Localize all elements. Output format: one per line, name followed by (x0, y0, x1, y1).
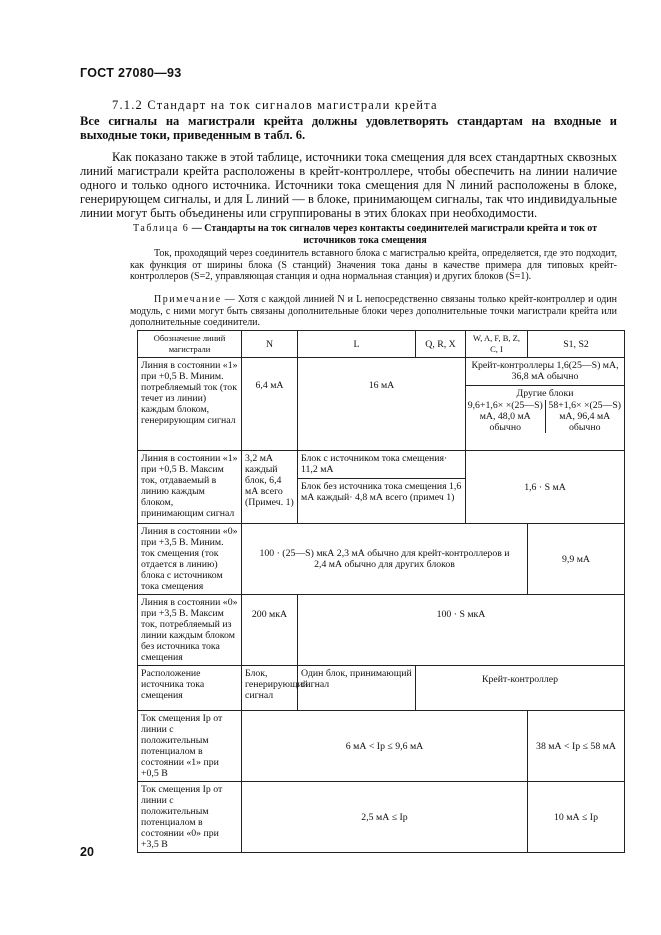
header-wafb: W, A, F, B, Z, C, I (466, 331, 528, 358)
row1-desc: Линия в состоянии «1» при +0,5 В. Миним. потребляемый ток (ток течет из линии) каждым блоком, генерирующим сигнал (138, 358, 242, 451)
row2-l-bottom: Блок без источника тока смещения 1,6 мА каждый· 4,8 мА всего (примеч 1) (298, 478, 465, 503)
footnote-label: Примечание (154, 294, 222, 305)
header-line-designation: Обозначение линий магистрали (138, 331, 242, 358)
row1-other-blocks: Другие блоки (466, 385, 624, 399)
row3-desc: Линия в состоянии «0» при +3,5 В. Миним. ток смещения (ток отдается в линию) блока с источником тока смещения (138, 524, 242, 595)
bold-requirement: Все сигналы на магистрали крейта должны удовлетворять стандартам на входные и выходные токи, приведенным в табл. 6. (80, 114, 617, 142)
current-standards-table (137, 330, 625, 853)
row7-s1s2: 10 мА ≤ Iр (528, 782, 625, 853)
row3-mid: 100 · (25—S) мкА 2,3 мА обычно для крейт-контроллеров и 2,4 мА обычно для других блоков (242, 524, 528, 595)
row1-wafb-s1s2 (466, 358, 625, 451)
row1-crate-controllers: Крейт-контроллеры 1,6(25—S) мА, 36,8 мА обычно (471, 360, 619, 382)
header-l: L (298, 331, 416, 358)
table-row (138, 451, 625, 524)
row1-other-left: 9,6+1,6× ×(25—S) мА, 48,0 мА обычно (467, 400, 543, 433)
row6-mid: 6 мА < Iр ≤ 9,6 мА (242, 711, 528, 782)
table-row (138, 782, 625, 853)
row2-l (298, 451, 466, 524)
table-row (138, 524, 625, 595)
table-caption (130, 223, 600, 247)
table-caption-text: — Стандарты на ток сигналов через контакты соединителей магистрали крейта и ток от источников тока смещения (189, 223, 597, 246)
row6-desc: Ток смещения Iр от линии с положительным потенциалом в состоянии «1» при +0,5 В (138, 711, 242, 782)
section-title: 7.1.2 Стандарт на ток сигналов магистрали крейта (112, 98, 438, 112)
row2-n: 3,2 мА каждый блок, 6,4 мА всего (Примеч. 1) (242, 451, 298, 524)
body-paragraph: Как показано также в этой таблице, источники тока смещения для всех стандартных сквозных линий магистрали крейта расположены в крейт-контроллере, чтобы обеспечить на линии наличие одного и только одного источника. Источники тока смещения для N линий расположены в блоке, генерирующем сигналы, и для L линий — в блоке, принимающем сигналы, так что индивидуальные линии могут быть объединены или сгруппированы в этих блоках при необходимости. (80, 150, 617, 220)
row5-rest: Крейт-контроллер (416, 666, 625, 711)
header-s1s2: S1, S2 (528, 331, 625, 358)
document-header: ГОСТ 27080—93 (80, 66, 182, 80)
row7-desc: Ток смещения Iр от линии с положительным потенциалом в состоянии «0» при +3,5 В (138, 782, 242, 853)
page-number: 20 (80, 845, 94, 859)
header-qrx: Q, R, X (416, 331, 466, 358)
row3-s1s2: 9,9 мА (528, 524, 625, 595)
row2-l-top: Блок с источником тока смещения· 11,2 мА (301, 453, 448, 475)
row5-desc: Расположение источника тока смещения (138, 666, 242, 711)
row1-other-right: 58+1,6× ×(25—S) мА, 96,4 мА обычно (545, 400, 625, 433)
table-row (138, 711, 625, 782)
table-row (138, 595, 625, 666)
footnote-text: — Хотя с каждой линией N и L непосредственно связаны только крейт-контроллер и один модуль, с ними могут быть связаны дополнительные блоки через дополнительные точки магистрали крейта или дополнительные соединители. (130, 294, 617, 328)
table-header-row (138, 331, 625, 358)
row4-n: 200 мкА (242, 595, 298, 666)
row4-desc: Линия в состоянии «0» при +3,5 В. Максим ток, потребляемый из линии каждым блоком без источника тока смещения (138, 595, 242, 666)
row2-rest: 1,6 · S мА (466, 451, 625, 524)
header-n: N (242, 331, 298, 358)
row1-l-qrx: 16 мА (298, 358, 466, 451)
row5-l: Один блок, принимающий сигнал (298, 666, 416, 711)
table-intro-note: Ток, проходящий через соединитель вставного блока с магистралью крейта, определяется, где это подходит, как функция от ширины блока (S станций) Значения тока даны в качестве примера для типовых крейт-контроллеров (S=2, управляющая станция и одна нормальная станция) и других блоков (S=1). (130, 248, 617, 282)
table-row (138, 666, 625, 711)
row5-n: Блок, генерирующий сигнал (242, 666, 298, 711)
table-row (138, 358, 625, 451)
row6-s1s2: 38 мА < Iр ≤ 58 мА (528, 711, 625, 782)
row1-other-split (466, 400, 624, 433)
row4-rest: 100 · S мкА (298, 595, 625, 666)
row7-mid: 2,5 мА ≤ Iр (242, 782, 528, 853)
table-caption-label: Таблица 6 (133, 223, 190, 234)
row1-n: 6,4 мА (242, 358, 298, 451)
row2-desc: Линия в состоянии «1» при +0,5 В. Максим ток, отдаваемый в линию каждым блоком, принимающим сигнал (138, 451, 242, 524)
table-footnote (130, 294, 617, 329)
